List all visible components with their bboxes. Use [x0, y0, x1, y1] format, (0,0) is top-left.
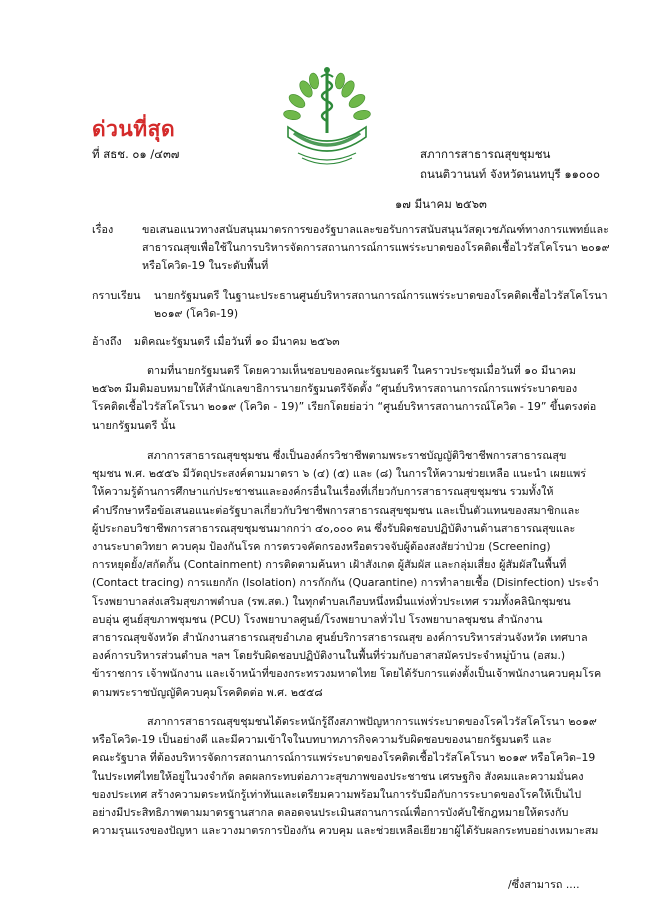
- paragraph-line: ให้ความรู้ด้านการศึกษาแก่ประชาชนและองค์กรอื่นในเรื่องที่เกี่ยวกับการสาธารณสุขชุมชน รวมทั้งให้: [92, 485, 554, 499]
- paragraph-line: คำปรึกษาหรือข้อเสนอแนะต่อรัฐบาลเกี่ยวกับวิชาชีพการสาธารณสุขชุมชน และเป็นตัวแทนของสมาชิกและ: [92, 503, 580, 517]
- paragraph-line: อย่างมีประสิทธิภาพตามมาตรฐานสากล ตลอดจนประเมินสถานการณ์เพื่อการบังคับใช้กฎหมายให้ตรงกับ: [92, 806, 569, 820]
- organization-address: ถนนติวานนท์ จังหวัดนนทบุรี ๑๑๐๐๐: [420, 167, 600, 181]
- addressee-line: ๒๐๑๙ (โควิด-19): [154, 307, 239, 321]
- addressee-label: กราบเรียน: [92, 289, 141, 302]
- paragraph-line: งานระบาดวิทยา ควบคุม ป้องกันโรค การตรวจคัดกรองหรือตรวจจับผู้ต้องสงสัยว่าป่วย (Screening): [92, 540, 551, 554]
- paragraph-line: การหยุดยั้ง/สกัดกั้น (Containment) การติดตามค้นหา เฝ้าสังเกต ผู้สัมผัส และกลุ่มเสี่ยง ผู้สัมผัสในพื้นที่: [92, 558, 567, 572]
- paragraph-line: ของประเทศ สร้างความตระหนักรู้เท่าทันและเตรียมความพร้อมในการรับมือกับการระบาดของโรคให้เป็นไป: [92, 787, 582, 801]
- paragraph-line: ตามพระราชบัญญัติควบคุมโรคติดต่อ พ.ศ. ๒๕๕๘: [92, 685, 323, 699]
- organization-name: สภาการสาธารณสุขชุมชน: [420, 147, 551, 161]
- paragraph-line: ตามที่นายกรัฐมนตรี โดยความเห็นชอบของคณะรัฐมนตรี ในคราวประชุมเมื่อวันที่ ๑๐ มีนาคม: [147, 364, 576, 377]
- paragraph-line: สภาการสาธารณสุขชุมชนได้ตระหนักรู้ถึงสภาพปัญหาการแพร่ระบาดของโรคไวรัสโคโรนา ๒๐๑๙: [147, 715, 597, 728]
- paragraph-line: ผู้ประกอบวิชาชีพการสาธารณสุขชุมชนมากกว่า ๔๐,๐๐๐ คน ซึ่งรับผิดชอบปฏิบัติงานด้านสาธารณสุขและ: [92, 521, 576, 535]
- subject-block: [92, 221, 612, 276]
- caduceus-seal-icon: [272, 63, 382, 173]
- document-date: ๑๗ มีนาคม ๒๕๖๓: [395, 197, 487, 211]
- addressee-block: [92, 287, 622, 323]
- reference-label: อ้างถึง: [92, 335, 122, 348]
- paragraph-line: ในประเทศไทยให้อยู่ในวงจำกัด ลดผลกระทบต่อภาวะสุขภาพของประชาชน เศรษฐกิจ สังคมและความมั่นคง: [92, 769, 584, 783]
- subject-line: ขอเสนอแนวทางสนับสนุนมาตรการของรัฐบาลและขอรับการสนับสนุนวัสดุเวชภัณฑ์ทางการแพทย์และ: [142, 223, 609, 236]
- paragraph-3: [92, 713, 622, 840]
- subject-label: เรื่อง: [92, 223, 114, 236]
- urgency-label: ด่วนที่สุด: [92, 117, 176, 141]
- council-logo: [272, 63, 382, 173]
- paragraph-line: สภาการสาธารณสุขชุมชน ซึ่งเป็นองค์กรวิชาชีพตามพระราชบัญญัติวิชาชีพการสาธารณสุข: [147, 449, 567, 462]
- subject-line: สาธารณสุขเพื่อใช้ในการบริหารจัดการสถานการณ์การแพร่ระบาดของโรคติดเชื้อไวรัสโคโรนา ๒๐๑๙: [142, 241, 610, 255]
- reference-text: มติคณะรัฐมนตรี เมื่อวันที่ ๑๐ มีนาคม ๒๕๖๓: [134, 335, 340, 348]
- continuation-marker: /ซึ่งสามารถ ....: [508, 878, 580, 891]
- paragraph-1: [92, 362, 622, 435]
- paragraph-line: องค์การบริหารส่วนตำบล ฯลฯ โดยรับผิดชอบปฏิบัติงานในพื้นที่ร่วมกับอาสาสมัครประจำหมู่บ้าน (อสม.): [92, 649, 566, 663]
- paragraph-line: หรือโควิด-19 เป็นอย่างดี และมีความเข้าใจในบทบาทภารกิจความรับผิดชอบของนายกรัฐมนตรี และ: [92, 733, 552, 747]
- paragraph-line: ความรุนแรงของปัญหา และวางมาตรการป้องกัน ควบคุม และช่วยเหลือเยียวยาผู้ได้รับผลกระทบอย่างเหมาะสม: [92, 824, 599, 838]
- reference-block: [92, 333, 340, 351]
- paragraph-line: อบอุ่น ศูนย์สุขภาพชุมชน (PCU) โรงพยาบาลศูนย์/โรงพยาบาลทั่วไป โรงพยาบาลชุมชน สำนักงาน: [92, 612, 543, 626]
- paragraph-line: ๒๕๖๓ มีมติมอบหมายให้สำนักเลขาธิการนายกรัฐมนตรีจัดตั้ง “ศูนย์บริหารสถานการณ์การแพร่ระบาดของ: [92, 382, 578, 396]
- paragraph-line: (Contact tracing) การแยกกัก (Isolation) การกักกัน (Quarantine) การทำลายเชื้อ (Disinfection) ประจำ: [92, 576, 599, 590]
- paragraph-line: โรงพยาบาลส่งเสริมสุขภาพตำบล (รพ.สต.) ในทุกตำบลเกือบหนึ่งหมื่นแห่งทั่วประเทศ รวมทั้งคลินิกชุมชน: [92, 594, 571, 608]
- subject-line: หรือโควิด-19 ในระดับพื้นที่: [142, 259, 269, 273]
- document-number: ที่ สธช. ๐๑ /๔๓๗: [92, 147, 180, 161]
- paragraph-line: นายกรัฐมนตรี นั้น: [92, 418, 176, 432]
- paragraph-2: [92, 447, 622, 702]
- paragraph-line: สาธารณสุขจังหวัด สำนักงานสาธารณสุขอำเภอ ศูนย์บริการสาธารณสุข องค์การบริหารส่วนจังหวัด เทศบาล: [92, 631, 588, 645]
- addressee-line: นายกรัฐมนตรี ในฐานะประธานศูนย์บริหารสถานการณ์การแพร่ระบาดของโรคติดเชื้อไวรัสโคโรนา: [154, 289, 608, 302]
- paragraph-line: ข้าราชการ เจ้าพนักงาน และเจ้าหน้าที่ของกระทรวงมหาดไทย โดยได้รับการแต่งตั้งเป็นเจ้าพนักงานควบคุมโรค: [92, 667, 602, 681]
- paragraph-line: ชุมชน พ.ศ. ๒๕๕๖ มีวัตถุประสงค์ตามมาตรา ๖ (๔) (๕) และ (๘) ในการให้ความช่วยเหลือ แนะนำ เผยแพร่: [92, 467, 587, 481]
- paragraph-line: โรคติดเชื้อไวรัสโคโรนา ๒๐๑๙ (โควิด - 19)” เรียกโดยย่อว่า “ศูนย์บริหารสถานการณ์โควิด - 19” ขึ้นตรงต่อ: [92, 400, 597, 414]
- paragraph-line: คณะรัฐบาล ที่ต้องบริหารจัดการสถานการณ์การแพร่ระบาดของโรคติดเชื้อไวรัสโคโรนา ๒๐๑๙ หรือโควิด–19: [92, 751, 596, 765]
